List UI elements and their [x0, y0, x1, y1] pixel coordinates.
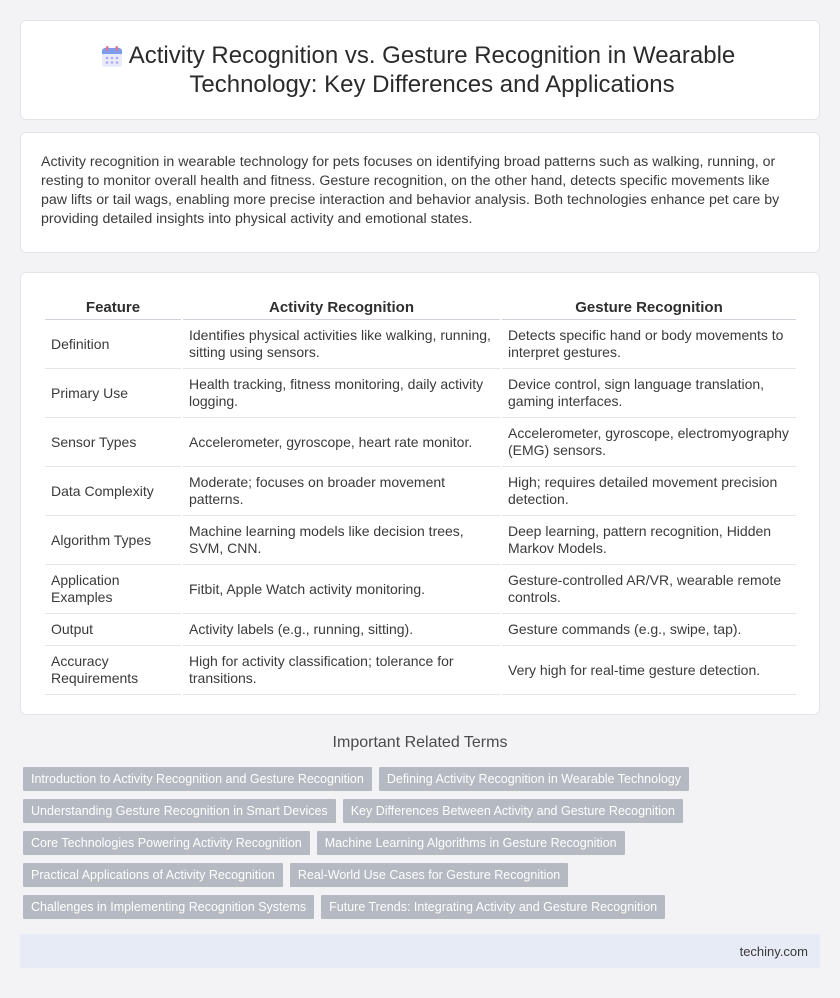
comparison-card	[20, 272, 820, 715]
feature-cell: Data Complexity	[45, 467, 181, 516]
intro-paragraph: Activity recognition in wearable technology for pets focuses on identifying broad patterns such as walking, running, or resting to monitor overall health and fitness. Gesture recognition, on the other hand, detects specific movements like paw lifts or tail wags, enabling more precise interaction and behavior analysis. Both technologies enhance pet care by providing detailed insights into physical activity and emotional states.	[41, 154, 780, 227]
related-term-link[interactable]: Key Differences Between Activity and Gesture Recognition	[343, 799, 683, 823]
related-term-link[interactable]: Defining Activity Recognition in Wearable Technology	[379, 767, 689, 791]
calendar-icon	[100, 45, 124, 69]
table-row	[45, 418, 796, 467]
related-term-link[interactable]: Practical Applications of Activity Recognition	[23, 863, 283, 887]
activity-cell: Moderate; focuses on broader movement patterns.	[183, 467, 500, 516]
activity-cell: Activity labels (e.g., running, sitting).	[183, 614, 500, 646]
column-header-feature: Feature	[45, 297, 181, 320]
table-row	[45, 467, 796, 516]
title-wrap	[88, 41, 752, 99]
column-header-gesture: Gesture Recognition	[502, 297, 796, 320]
related-terms-title: Important Related Terms	[332, 734, 508, 751]
related-term-link[interactable]: Introduction to Activity Recognition and Gesture Recognition	[23, 767, 372, 791]
activity-cell: Machine learning models like decision trees, SVM, CNN.	[183, 516, 500, 565]
gesture-cell: Deep learning, pattern recognition, Hidden Markov Models.	[502, 516, 796, 565]
gesture-cell: Detects specific hand or body movements to interpret gestures.	[502, 320, 796, 369]
table-row	[45, 320, 796, 369]
activity-cell: Identifies physical activities like walking, running, sitting using sensors.	[183, 320, 500, 369]
related-term-link[interactable]: Real-World Use Cases for Gesture Recognition	[290, 863, 568, 887]
feature-cell: Sensor Types	[45, 418, 181, 467]
table-header-row	[45, 297, 796, 320]
feature-cell: Accuracy Requirements	[45, 646, 181, 695]
intro-card	[20, 132, 820, 253]
table-row	[45, 614, 796, 646]
gesture-cell: High; requires detailed movement precision detection.	[502, 467, 796, 516]
gesture-cell: Very high for real-time gesture detection.	[502, 646, 796, 695]
activity-cell: Fitbit, Apple Watch activity monitoring.	[183, 565, 500, 614]
activity-cell: High for activity classification; tolerance for transitions.	[183, 646, 500, 695]
related-term-link[interactable]: Challenges in Implementing Recognition Systems	[23, 895, 314, 919]
activity-cell: Health tracking, fitness monitoring, daily activity logging.	[183, 369, 500, 418]
gesture-cell: Accelerometer, gyroscope, electromyography (EMG) sensors.	[502, 418, 796, 467]
footer-site-label: techiny.com	[739, 943, 808, 959]
gesture-cell: Gesture commands (e.g., swipe, tap).	[502, 614, 796, 646]
table-row	[45, 369, 796, 418]
related-terms-list	[23, 767, 823, 919]
page-title: Activity Recognition vs. Gesture Recognition in Wearable Technology: Key Differences and Applications	[128, 42, 736, 98]
column-header-activity: Activity Recognition	[183, 297, 500, 320]
activity-cell: Accelerometer, gyroscope, heart rate monitor.	[183, 418, 500, 467]
gesture-cell: Device control, sign language translation, gaming interfaces.	[502, 369, 796, 418]
gesture-cell: Gesture-controlled AR/VR, wearable remote controls.	[502, 565, 796, 614]
related-term-link[interactable]: Understanding Gesture Recognition in Smart Devices	[23, 799, 336, 823]
table-row	[45, 565, 796, 614]
feature-cell: Definition	[45, 320, 181, 369]
footer-bar	[20, 934, 820, 968]
related-term-link[interactable]: Core Technologies Powering Activity Recognition	[23, 831, 310, 855]
comparison-table	[43, 297, 798, 695]
feature-cell: Algorithm Types	[45, 516, 181, 565]
table-row	[45, 516, 796, 565]
table-row	[45, 646, 796, 695]
related-term-link[interactable]: Future Trends: Integrating Activity and Gesture Recognition	[321, 895, 665, 919]
related-term-link[interactable]: Machine Learning Algorithms in Gesture Recognition	[317, 831, 625, 855]
feature-cell: Primary Use	[45, 369, 181, 418]
feature-cell: Output	[45, 614, 181, 646]
header-card	[20, 20, 820, 120]
feature-cell: Application Examples	[45, 565, 181, 614]
